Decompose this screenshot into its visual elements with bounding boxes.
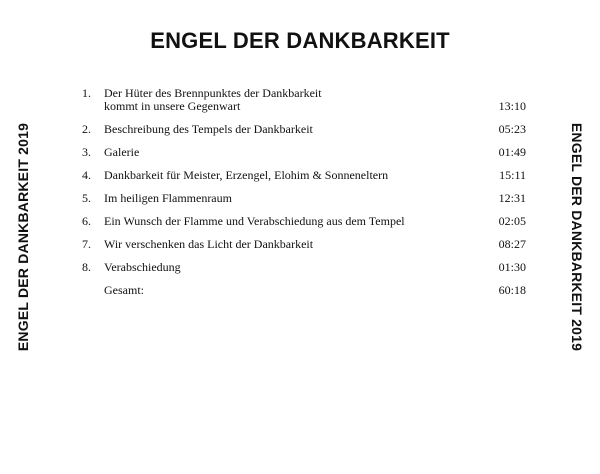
track-row	[82, 146, 526, 159]
track-duration: 15:11	[499, 168, 526, 182]
album-title: ENGEL DER DANKBARKEIT	[150, 28, 450, 53]
track-row	[82, 123, 526, 136]
track-row	[82, 261, 526, 274]
spine-text-left: ENGEL DER DANKBARKEIT 2019	[15, 122, 31, 352]
track-row	[82, 215, 526, 228]
spine-text-right: ENGEL DER DANKBARKEIT 2019	[569, 122, 585, 352]
track-title: Wir verschenken das Licht der Dankbarkeit	[104, 237, 314, 251]
track-number: 6.	[82, 214, 91, 228]
track-title: Beschreibung des Tempels der Dankbarkeit	[104, 122, 313, 136]
track-list	[82, 87, 526, 307]
track-number: 8.	[82, 260, 91, 274]
track-number: 4.	[82, 168, 91, 182]
total-duration: 60:18	[498, 283, 526, 297]
track-title: Dankbarkeit für Meister, Erzengel, Elohim & Sonneneltern	[104, 168, 389, 182]
track-duration: 05:23	[498, 122, 526, 136]
track-row	[82, 87, 526, 113]
track-title: Galerie	[104, 145, 140, 159]
track-title-line: kommt in unsere Gegenwart	[104, 99, 241, 113]
track-duration: 01:49	[498, 145, 526, 159]
track-number: 7.	[82, 237, 91, 251]
track-title: Ein Wunsch der Flamme und Verabschiedung aus dem Tempel	[104, 214, 405, 228]
track-number: 3.	[82, 145, 91, 159]
track-row	[82, 192, 526, 205]
track-row	[82, 169, 526, 182]
track-duration: 12:31	[498, 191, 526, 205]
track-number: 5.	[82, 191, 91, 205]
track-number: 2.	[82, 122, 91, 136]
track-duration: 02:05	[498, 214, 526, 228]
track-title: Im heiligen Flammenraum	[104, 191, 232, 205]
track-title: Verabschiedung	[104, 260, 181, 274]
track-row	[82, 238, 526, 251]
total-label: Gesamt:	[104, 283, 144, 297]
total-row	[82, 284, 526, 297]
track-duration: 13:10	[498, 99, 526, 113]
track-duration: 08:27	[498, 237, 526, 251]
track-number: 1.	[82, 86, 91, 100]
track-duration: 01:30	[498, 260, 526, 274]
track-title-line: Der Hüter des Brennpunktes der Dankbarkeit	[104, 86, 322, 100]
track-title	[104, 87, 526, 113]
